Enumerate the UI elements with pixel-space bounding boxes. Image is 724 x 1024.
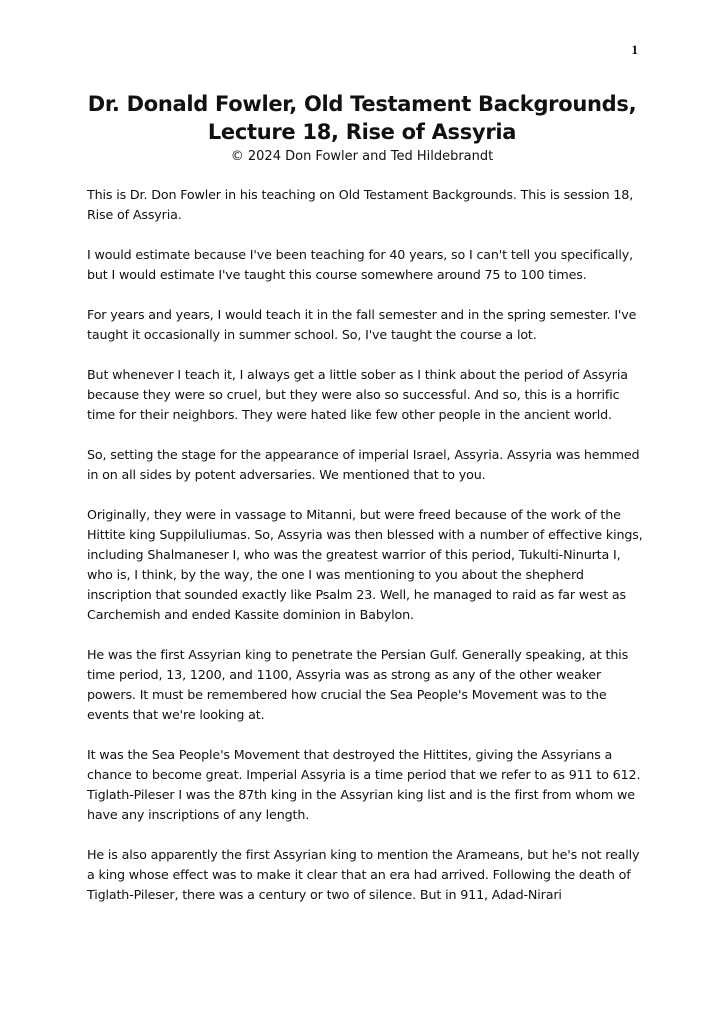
transcript-body: [87, 185, 643, 925]
paragraph: Originally, they were in vassage to Mitanni, but were freed because of the work of the Hittite king Suppiluliumas. So, Assyria was then blessed with a number of effective kings, including Shalmaneser I, who was the greatest warrior of this period, Tukulti-Ninurta I, who is, I think, by the way, the one I was mentioning to you about the shepherd inscription that sounded exactly like Psalm 23. Well, he managed to raid as far west as Carchemish and ended Kassite dominion in Babylon.: [87, 507, 643, 622]
copyright-notice: © 2024 Don Fowler and Ted Hildebrandt: [230, 149, 494, 164]
paragraph: He was the first Assyrian king to penetrate the Persian Gulf. Generally speaking, at this time period, 13, 1200, and 1100, Assyria was as strong as any of the other weaker powers. It must be remembered how crucial the Sea People's Movement was to the events that we're looking at.: [87, 647, 629, 722]
paragraph: For years and years, I would teach it in the fall semester and in the spring semester. I've taught it occasionally in summer school. So, I've taught the course a lot.: [87, 307, 637, 342]
paragraph: This is Dr. Don Fowler in his teaching on Old Testament Backgrounds. This is session 18, Rise of Assyria.: [87, 187, 634, 222]
paragraph: It was the Sea People's Movement that destroyed the Hittites, giving the Assyrians a chance to become great. Imperial Assyria is a time period that we refer to as 911 to 612. Tiglath-Pileser I was the 87th king in the Assyrian king list and is the first from whom we have any inscriptions of any length.: [87, 747, 641, 822]
title-block: [0, 90, 724, 166]
paragraph: But whenever I teach it, I always get a little sober as I think about the period of Assyria because they were so cruel, but they were also so successful. And so, this is a horrific time for their neighbors. They were hated like few other people in the ancient world.: [87, 367, 628, 422]
page-number: 1: [631, 42, 638, 57]
document-title-line-2: Lecture 18, Rise of Assyria: [207, 120, 517, 144]
paragraph: So, setting the stage for the appearance of imperial Israel, Assyria. Assyria was hemmed in on all sides by potent adversaries. We mentioned that to you.: [87, 447, 640, 482]
paragraph: He is also apparently the first Assyrian king to mention the Arameans, but he's not really a king whose effect was to make it clear that an era had arrived. Following the death of Tiglath-Pileser, there was a century or two of silence. But in 911, Adad-Nirari: [87, 847, 640, 902]
paragraph: I would estimate because I've been teaching for 40 years, so I can't tell you specifically, but I would estimate I've taught this course somewhere around 75 to 100 times.: [87, 247, 634, 282]
document-title-line-1: Dr. Donald Fowler, Old Testament Backgrounds,: [87, 92, 637, 116]
